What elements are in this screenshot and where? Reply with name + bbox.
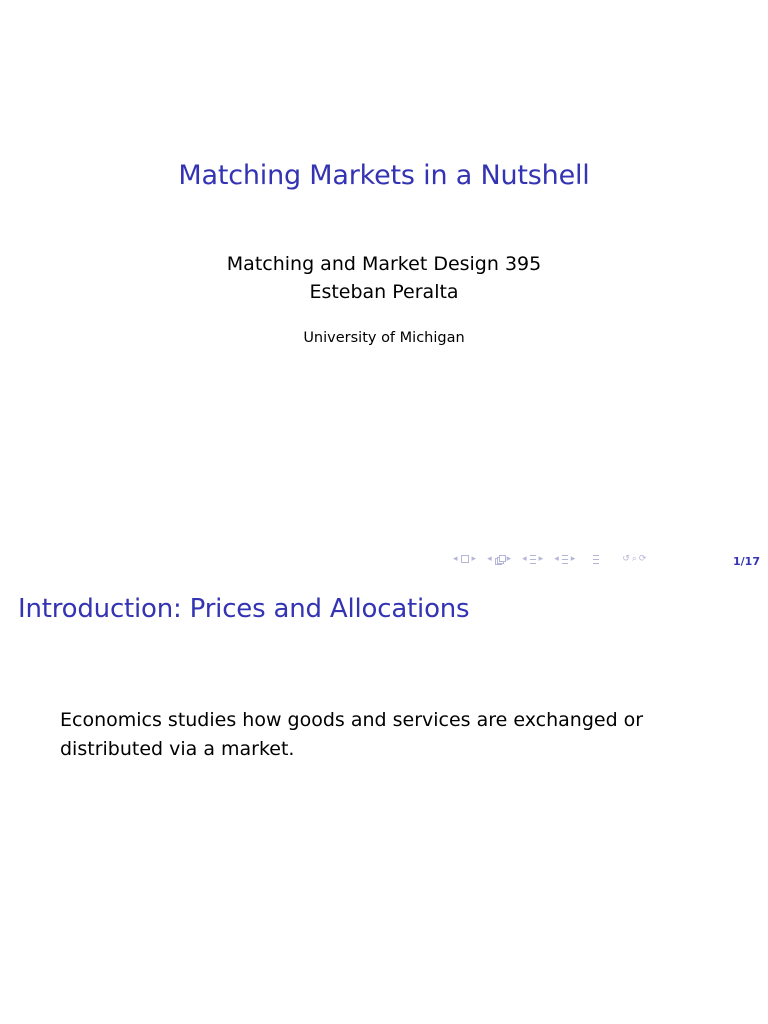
course-name: Matching and Market Design 395 bbox=[226, 253, 542, 275]
body-line-1: Economics studies how goods and services are exchanged or bbox=[60, 709, 644, 731]
author-name: Esteban Peralta bbox=[309, 281, 459, 303]
search-icon[interactable]: ⌕ bbox=[631, 554, 637, 564]
nav-search-group[interactable] bbox=[621, 553, 647, 565]
nav-next-frame-icon[interactable]: ▸ bbox=[506, 554, 512, 564]
nav-subsection-group[interactable] bbox=[521, 553, 544, 565]
frame-title: Introduction: Prices and Allocations bbox=[18, 594, 470, 624]
beamer-navigation-bar bbox=[452, 553, 647, 565]
nav-section-group[interactable] bbox=[553, 553, 576, 565]
nav-slide-group[interactable] bbox=[452, 553, 477, 565]
nav-document-group[interactable] bbox=[591, 555, 601, 564]
slide-icon bbox=[461, 555, 469, 563]
back-search-icon[interactable]: ↺ bbox=[622, 554, 630, 564]
frame-icon bbox=[495, 555, 504, 563]
slide-2 bbox=[0, 576, 768, 1024]
body-text bbox=[60, 706, 700, 764]
nav-next-subsection-icon[interactable]: ▸ bbox=[538, 554, 544, 564]
nav-prev-section-icon[interactable]: ◂ bbox=[554, 554, 559, 564]
nav-frame-group[interactable] bbox=[486, 553, 512, 565]
slide-title: Matching Markets in a Nutshell bbox=[178, 160, 590, 191]
document-icon[interactable] bbox=[593, 555, 599, 564]
forward-search-icon[interactable]: ⟳ bbox=[638, 554, 647, 564]
nav-next-section-icon[interactable]: ▸ bbox=[570, 554, 576, 564]
nav-prev-slide-icon[interactable]: ◂ bbox=[453, 554, 458, 564]
section-icon bbox=[562, 555, 568, 564]
page-number: 1/17 bbox=[733, 555, 760, 568]
institute-name: University of Michigan bbox=[303, 330, 465, 346]
nav-prev-frame-icon[interactable]: ◂ bbox=[487, 554, 492, 564]
nav-prev-subsection-icon[interactable]: ◂ bbox=[522, 554, 527, 564]
body-line-2: distributed via a market. bbox=[60, 738, 295, 760]
subtitle-block bbox=[0, 250, 768, 306]
nav-next-slide-icon[interactable]: ▸ bbox=[471, 554, 477, 564]
subsection-icon bbox=[530, 555, 536, 564]
